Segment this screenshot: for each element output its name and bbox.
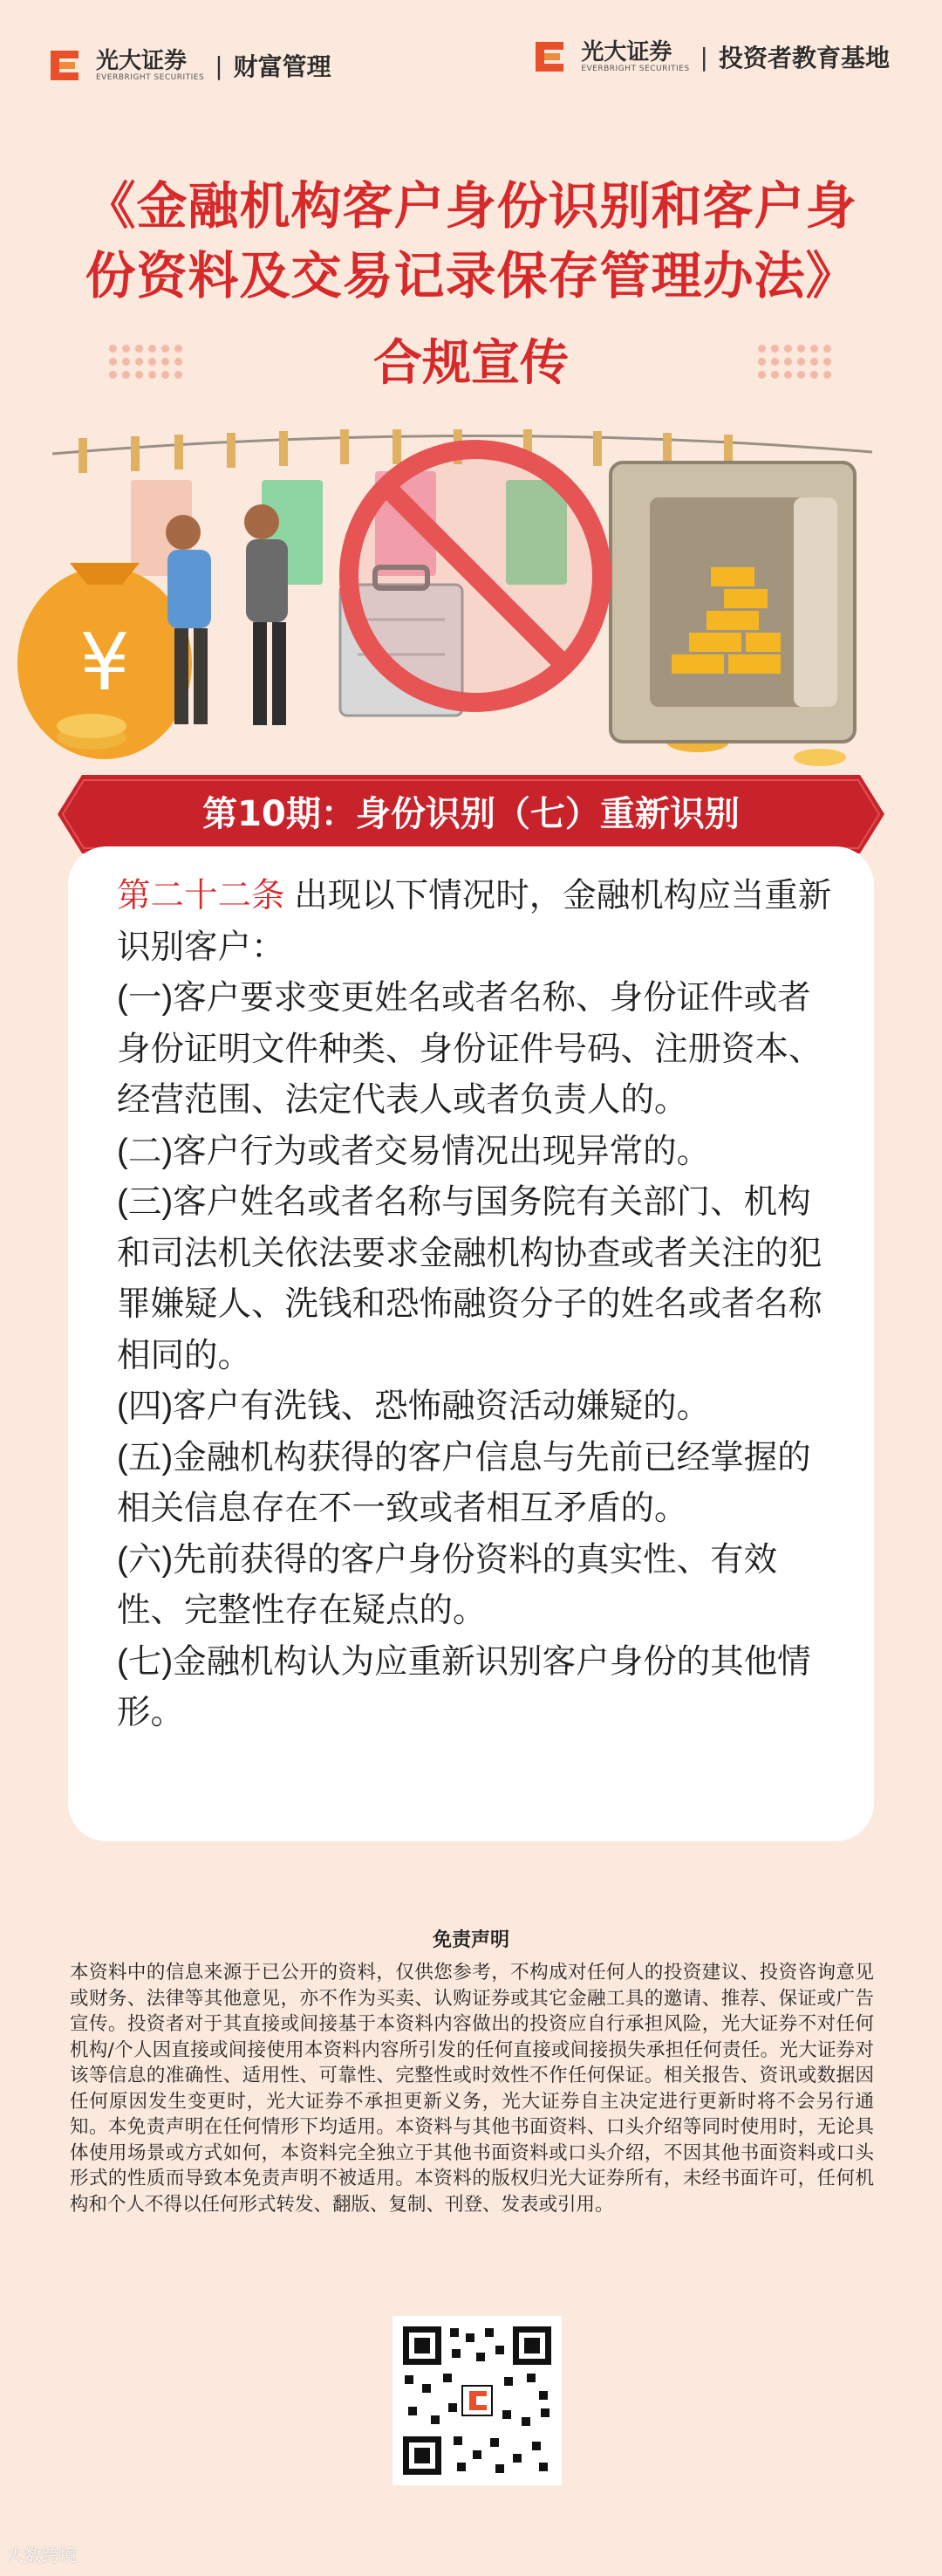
brand-name-cn: 光大证券 xyxy=(96,48,188,74)
article-item: (二)客户行为或者交易情况出现异常的。 xyxy=(117,1132,711,1170)
everbright-edu-brand[interactable] xyxy=(534,38,890,75)
issue-banner xyxy=(58,775,884,853)
brand-label: 财富管理 xyxy=(233,52,331,81)
article-number: 第二十二条 xyxy=(117,877,285,915)
article-intro-text: 出现以下情况时，金融机构应当重新识别客户： xyxy=(117,877,832,966)
article-intro xyxy=(117,871,832,973)
article-item: (五)金融机构获得的客户信息与先前已经掌握的相关信息存在不一致或者相互矛盾的。 xyxy=(117,1438,811,1527)
article-card xyxy=(68,846,874,1841)
everbright-logo-icon xyxy=(49,47,85,84)
article-item: (七)金融机构认为应重新识别客户身份的其他情形。 xyxy=(117,1642,811,1731)
brand-separator: | xyxy=(215,51,223,80)
brand-name-en: EVERBRIGHT SECURITIES xyxy=(581,65,690,73)
everbright-wealth-brand[interactable] xyxy=(49,47,331,84)
header xyxy=(0,0,942,140)
prohibition-icon xyxy=(349,449,602,702)
issue-title: 第10期：身份识别（七）重新识别 xyxy=(202,794,740,834)
logo-text xyxy=(581,40,689,73)
qr-code-icon[interactable] xyxy=(392,2316,562,2485)
article-item: (四)客户有洗钱、恐怖融资活动嫌疑的。 xyxy=(117,1387,711,1425)
disclaimer-body: 本资料中的信息来源于已公开的资料，仅供您参考，不构成对任何人的投资建议、投资咨询意见或财务、法律等其他意见，亦不作为买卖、认购证券或其它金融工具的邀请、推荐、保证或广告宣传。投资者对于其直接或间接基于本资料内容做出的投资应自行承担风险，光大证券不对任何机构/个人因直接或间接使用本资料内容所引发的任何直接或间接损失承担任何责任。光大证券对该等信息的准确性、适用性、可靠性、完整性或时效性不作任何保证。相关报告、资讯或数据因任何原因发生变更时，光大证券不承担更新义务，光大证券自主决定进行更新时将不会另行通知。本免责声明在任何情形下均适用。本资料与其他书面资料、口头介绍等同时使用时，无论具体使用场景或方式如何，本资料完全独立于其他书面资料或口头介绍，不因其他书面资料或口头形式的性质而导致本免责声明不被适用。本资料的版权归光大证券所有，未经书面许可，任何机构和个人不得以任何形式转发、翻版、复制、刊登、发表或引用。 xyxy=(70,1962,874,2216)
page-subtitle: 合规宣传 xyxy=(373,335,569,392)
title-line-1: 《金融机构客户身份识别和客户身 xyxy=(85,176,857,236)
everbright-logo-icon xyxy=(534,38,570,75)
watermark: 大数跨境 xyxy=(7,2545,77,2566)
logo-text xyxy=(96,49,204,82)
title-line-2: 份资料及交易记录保存管理办法》 xyxy=(85,246,857,305)
brand-separator: | xyxy=(700,42,708,72)
page-title xyxy=(0,171,942,311)
svg-text:¥: ¥ xyxy=(79,617,130,709)
brand-name-en: EVERBRIGHT SECURITIES xyxy=(96,73,205,82)
brand-label: 投资者教育基地 xyxy=(718,44,890,72)
disclaimer-title: 免责声明 xyxy=(432,1929,509,1951)
article-body xyxy=(117,871,832,1739)
brand-name-cn: 光大证券 xyxy=(581,39,672,65)
article-item: (六)先前获得的客户身份资料的真实性、有效性、完整性存在疑点的。 xyxy=(117,1540,778,1629)
illustration xyxy=(0,401,942,785)
article-item: (一)客户要求变更姓名或者名称、身份证件或者身份证明文件种类、身份证件号码、注册资本、经营范围、法定代表人或者负责人的。 xyxy=(117,979,823,1119)
article-item: (三)客户姓名或者名称与国务院有关部门、机构和司法机关依法要求金融机构协查或者关注的犯罪嫌疑人、洗钱和恐怖融资分子的姓名或者名称相同的。 xyxy=(117,1183,823,1374)
